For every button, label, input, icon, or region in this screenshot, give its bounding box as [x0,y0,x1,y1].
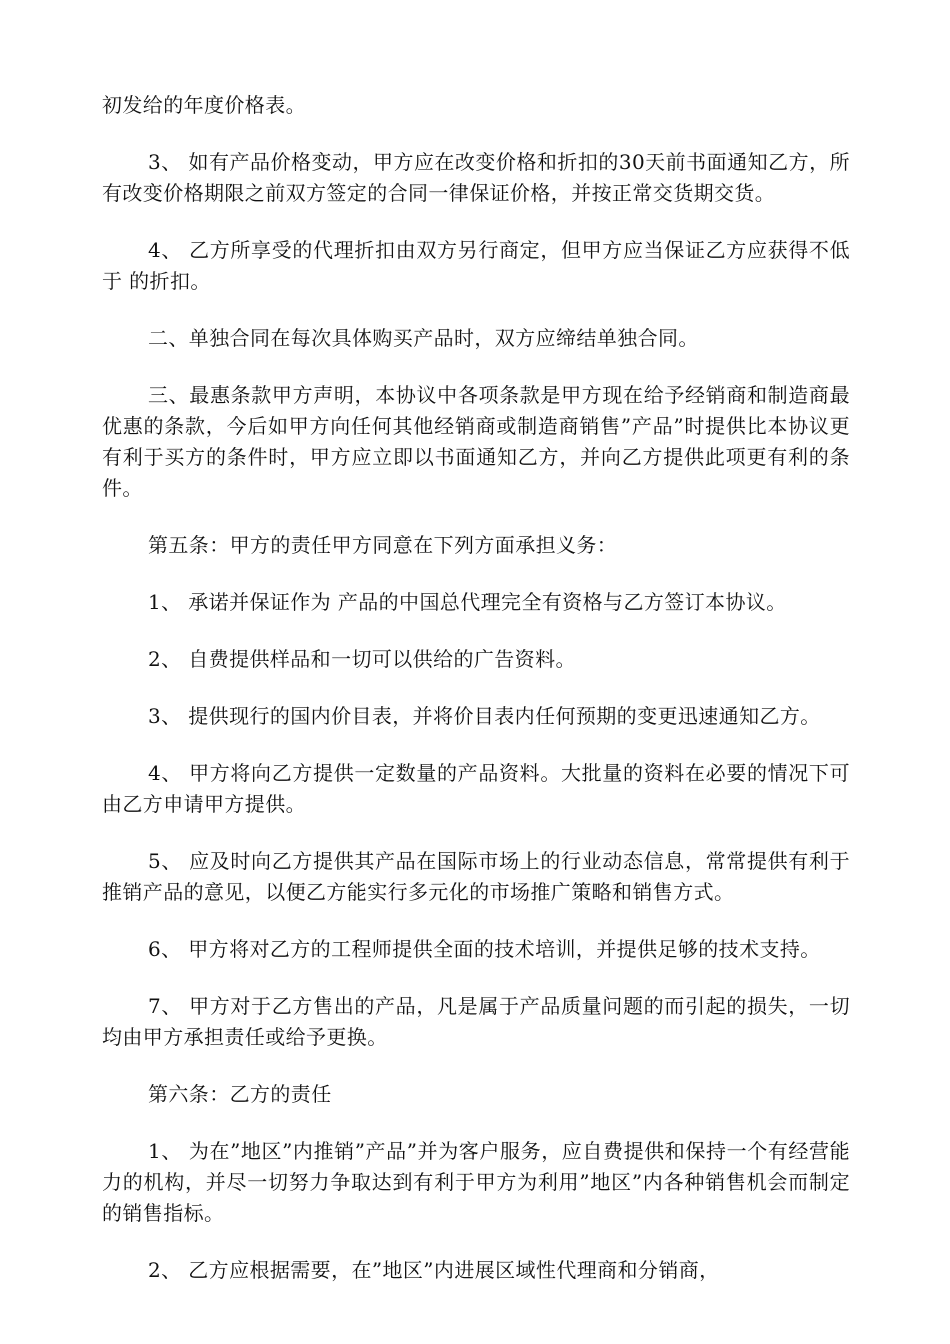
article-six-heading: 第六条：乙方的责任 [148,1082,332,1106]
paragraph-price-change: 3、 如有产品价格变动，甲方应在改变价格和折扣的30天前书面通知乙方，所有改变价格期限之前双方签定的合同一律保证价格，并按正常交货期交货。 [102,150,850,205]
paragraph-agent-discount: 4、 乙方所享受的代理折扣由双方另行商定，但甲方应当保证乙方应获得不低于 的折扣。 [102,238,850,293]
paragraph-price-table-end: 初发给的年度价格表。 [102,93,306,117]
paragraph-party-a-duty-1: 1、 承诺并保证作为 产品的中国总代理完全有资格与乙方签订本协议。 [148,590,787,614]
paragraph-party-a-duty-4: 4、 甲方将向乙方提供一定数量的产品资料。大批量的资料在必要的情况下可由乙方申请甲方提供。 [102,761,850,816]
paragraph-party-a-duty-2: 2、 自费提供样品和一切可以供给的广告资料。 [148,647,576,671]
paragraph-party-b-duty-1: 1、 为在”地区”内推销”产品”并为客户服务，应自费提供和保持一个有经营能力的机构，并尽一切努力争取达到有利于甲方为利用”地区”内各种销售机会而制定的销售指标。 [102,1139,850,1225]
paragraph-party-a-duty-7: 7、 甲方对于乙方售出的产品，凡是属于产品质量问题的而引起的损失，一切均由甲方承担责任或给予更换。 [102,994,850,1049]
paragraph-party-a-duty-3: 3、 提供现行的国内价目表，并将价目表内任何预期的变更迅速通知乙方。 [148,704,821,728]
paragraph-party-b-duty-2: 2、 乙方应根据需要，在”地区”内进展区域性代理商和分销商， [148,1258,720,1282]
paragraph-party-a-duty-6: 6、 甲方将对乙方的工程师提供全面的技术培训，并提供足够的技术支持。 [148,937,821,961]
paragraph-separate-contract: 二、单独合同在每次具体购买产品时，双方应缔结单独合同。 [148,326,699,350]
article-five-heading: 第五条：甲方的责任甲方同意在下列方面承担义务： [148,533,618,557]
document-page [102,90,850,1312]
paragraph-party-a-duty-5: 5、 应及时向乙方提供其产品在国际市场上的行业动态信息，常常提供有利于推销产品的意见，以便乙方能实行多元化的市场推广策略和销售方式。 [102,849,850,904]
paragraph-most-favored-terms: 三、最惠条款甲方声明，本协议中各项条款是甲方现在给予经销商和制造商最优惠的条款，今后如甲方向任何其他经销商或制造商销售”产品”时提供比本协议更有利于买方的条件时，甲方应立即以书面通知乙方，并向乙方提供此项更有利的条件。 [102,383,850,500]
